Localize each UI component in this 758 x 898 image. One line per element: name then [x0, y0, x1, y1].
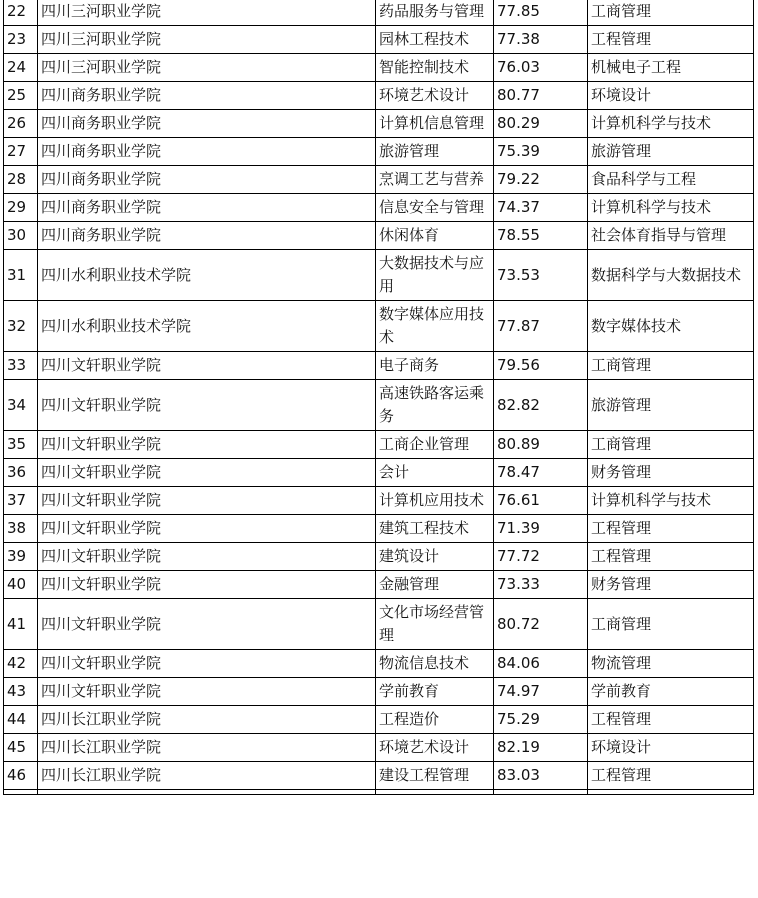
row-number-cell: 37: [4, 487, 38, 515]
major-name-cell: 文化市场经营管理: [376, 599, 494, 650]
score-cell: 76.03: [494, 54, 588, 82]
score-cell: 74.97: [494, 678, 588, 706]
row-number-cell: 26: [4, 110, 38, 138]
target-major-cell: 计算机科学与技术: [588, 194, 754, 222]
major-name-cell: 环境艺术设计: [376, 82, 494, 110]
target-major-cell: 工商管理: [588, 431, 754, 459]
table-row: [4, 571, 754, 599]
school-name-cell: 四川文轩职业学院: [38, 515, 376, 543]
table-row: [4, 82, 754, 110]
target-major-cell: 工程管理: [588, 762, 754, 790]
score-cell: 79.22: [494, 166, 588, 194]
target-major-cell: 财务管理: [588, 459, 754, 487]
row-number-cell: 36: [4, 459, 38, 487]
table-row: [4, 459, 754, 487]
target-major-cell: 旅游管理: [588, 138, 754, 166]
row-number-cell: 44: [4, 706, 38, 734]
major-name-cell: 金融管理: [376, 571, 494, 599]
school-name-cell: 四川商务职业学院: [38, 222, 376, 250]
major-name-cell: 烹调工艺与营养: [376, 166, 494, 194]
target-major-cell: 工商管理: [588, 599, 754, 650]
major-name-cell: 会计: [376, 459, 494, 487]
score-cell: 80.29: [494, 110, 588, 138]
table-row: [4, 431, 754, 459]
target-major-cell: 计算机科学与技术: [588, 110, 754, 138]
row-number-cell: 32: [4, 301, 38, 352]
major-name-cell: 建筑工程技术: [376, 515, 494, 543]
score-cell: 77.87: [494, 301, 588, 352]
table-row: [4, 352, 754, 380]
table-row: [4, 790, 754, 795]
score-cell: 75.39: [494, 138, 588, 166]
row-number-cell: 43: [4, 678, 38, 706]
target-major-cell: 食品科学与工程: [588, 166, 754, 194]
score-cell: 75.29: [494, 706, 588, 734]
major-name-cell: 高速铁路客运乘务: [376, 380, 494, 431]
table-body: [4, 0, 754, 795]
table-row: [4, 599, 754, 650]
target-major-cell: 学前教育: [588, 678, 754, 706]
row-number-cell: 28: [4, 166, 38, 194]
score-cell: 80.72: [494, 599, 588, 650]
school-name-cell: 四川文轩职业学院: [38, 487, 376, 515]
table-row: [4, 487, 754, 515]
row-number-cell: 25: [4, 82, 38, 110]
score-cell: 71.39: [494, 515, 588, 543]
target-major-cell: 工程管理: [588, 543, 754, 571]
score-cell: 77.38: [494, 26, 588, 54]
school-name-cell: 四川水利职业技术学院: [38, 250, 376, 301]
school-name-cell: 四川长江职业学院: [38, 706, 376, 734]
school-name-cell: 四川三河职业学院: [38, 0, 376, 26]
table-row: [4, 543, 754, 571]
row-number-cell: 42: [4, 650, 38, 678]
major-name-cell: 大数据技术与应用: [376, 250, 494, 301]
score-cell: 77.72: [494, 543, 588, 571]
row-number-cell: 22: [4, 0, 38, 26]
score-cell: 77.85: [494, 0, 588, 26]
school-name-cell: 四川长江职业学院: [38, 762, 376, 790]
table-row: [4, 650, 754, 678]
school-name-cell: 四川文轩职业学院: [38, 431, 376, 459]
target-major-cell: [588, 790, 754, 795]
row-number-cell: 40: [4, 571, 38, 599]
major-name-cell: 环境艺术设计: [376, 734, 494, 762]
target-major-cell: 计算机科学与技术: [588, 487, 754, 515]
row-number-cell: 29: [4, 194, 38, 222]
row-number-cell: 34: [4, 380, 38, 431]
target-major-cell: 环境设计: [588, 734, 754, 762]
row-number-cell: 33: [4, 352, 38, 380]
table-row: [4, 250, 754, 301]
school-name-cell: 四川长江职业学院: [38, 734, 376, 762]
target-major-cell: 数字媒体技术: [588, 301, 754, 352]
target-major-cell: 财务管理: [588, 571, 754, 599]
score-cell: 76.61: [494, 487, 588, 515]
major-name-cell: 休闲体育: [376, 222, 494, 250]
table-row: [4, 301, 754, 352]
table-row: [4, 515, 754, 543]
table-row: [4, 734, 754, 762]
table-row: [4, 110, 754, 138]
target-major-cell: 工程管理: [588, 515, 754, 543]
major-name-cell: 数字媒体应用技术: [376, 301, 494, 352]
target-major-cell: 物流管理: [588, 650, 754, 678]
table-row: [4, 706, 754, 734]
score-cell: 80.77: [494, 82, 588, 110]
target-major-cell: 工程管理: [588, 706, 754, 734]
school-name-cell: 四川文轩职业学院: [38, 380, 376, 431]
target-major-cell: 数据科学与大数据技术: [588, 250, 754, 301]
score-cell: 78.47: [494, 459, 588, 487]
major-name-cell: [376, 790, 494, 795]
school-name-cell: 四川商务职业学院: [38, 194, 376, 222]
school-name-cell: 四川文轩职业学院: [38, 571, 376, 599]
major-name-cell: 信息安全与管理: [376, 194, 494, 222]
school-name-cell: 四川文轩职业学院: [38, 599, 376, 650]
score-cell: 83.03: [494, 762, 588, 790]
row-number-cell: 24: [4, 54, 38, 82]
score-cell: 73.33: [494, 571, 588, 599]
major-name-cell: 工商企业管理: [376, 431, 494, 459]
school-name-cell: 四川商务职业学院: [38, 110, 376, 138]
major-name-cell: 建筑设计: [376, 543, 494, 571]
school-name-cell: 四川水利职业技术学院: [38, 301, 376, 352]
major-name-cell: 计算机应用技术: [376, 487, 494, 515]
school-name-cell: 四川商务职业学院: [38, 166, 376, 194]
table-row: [4, 380, 754, 431]
score-cell: 82.19: [494, 734, 588, 762]
target-major-cell: 旅游管理: [588, 380, 754, 431]
score-cell: 74.37: [494, 194, 588, 222]
major-name-cell: 工程造价: [376, 706, 494, 734]
school-name-cell: 四川商务职业学院: [38, 138, 376, 166]
score-cell: 84.06: [494, 650, 588, 678]
row-number-cell: 45: [4, 734, 38, 762]
major-name-cell: 物流信息技术: [376, 650, 494, 678]
major-name-cell: 旅游管理: [376, 138, 494, 166]
table-row: [4, 0, 754, 26]
row-number-cell: 41: [4, 599, 38, 650]
major-name-cell: 计算机信息管理: [376, 110, 494, 138]
row-number-cell: 39: [4, 543, 38, 571]
major-name-cell: 药品服务与管理: [376, 0, 494, 26]
row-number-cell: 30: [4, 222, 38, 250]
score-cell: 79.56: [494, 352, 588, 380]
table-row: [4, 194, 754, 222]
target-major-cell: 工程管理: [588, 26, 754, 54]
major-name-cell: 电子商务: [376, 352, 494, 380]
school-name-cell: 四川文轩职业学院: [38, 543, 376, 571]
school-name-cell: 四川文轩职业学院: [38, 459, 376, 487]
score-cell: 73.53: [494, 250, 588, 301]
table-row: [4, 678, 754, 706]
row-number-cell: 35: [4, 431, 38, 459]
score-cell: 82.82: [494, 380, 588, 431]
table-row: [4, 138, 754, 166]
school-name-cell: 四川文轩职业学院: [38, 650, 376, 678]
target-major-cell: 机械电子工程: [588, 54, 754, 82]
admission-table: [3, 0, 754, 795]
school-name-cell: 四川文轩职业学院: [38, 352, 376, 380]
row-number-cell: 23: [4, 26, 38, 54]
target-major-cell: 工商管理: [588, 352, 754, 380]
target-major-cell: 工商管理: [588, 0, 754, 26]
school-name-cell: 四川三河职业学院: [38, 26, 376, 54]
major-name-cell: 学前教育: [376, 678, 494, 706]
table-row: [4, 762, 754, 790]
row-number-cell: [4, 790, 38, 795]
score-cell: 78.55: [494, 222, 588, 250]
school-name-cell: 四川文轩职业学院: [38, 678, 376, 706]
school-name-cell: 四川商务职业学院: [38, 82, 376, 110]
major-name-cell: 建设工程管理: [376, 762, 494, 790]
table-row: [4, 166, 754, 194]
major-name-cell: 智能控制技术: [376, 54, 494, 82]
table-row: [4, 26, 754, 54]
row-number-cell: 38: [4, 515, 38, 543]
school-name-cell: [38, 790, 376, 795]
row-number-cell: 27: [4, 138, 38, 166]
target-major-cell: 社会体育指导与管理: [588, 222, 754, 250]
row-number-cell: 46: [4, 762, 38, 790]
table-row: [4, 54, 754, 82]
major-name-cell: 园林工程技术: [376, 26, 494, 54]
school-name-cell: 四川三河职业学院: [38, 54, 376, 82]
score-cell: [494, 790, 588, 795]
row-number-cell: 31: [4, 250, 38, 301]
table-row: [4, 222, 754, 250]
target-major-cell: 环境设计: [588, 82, 754, 110]
score-cell: 80.89: [494, 431, 588, 459]
